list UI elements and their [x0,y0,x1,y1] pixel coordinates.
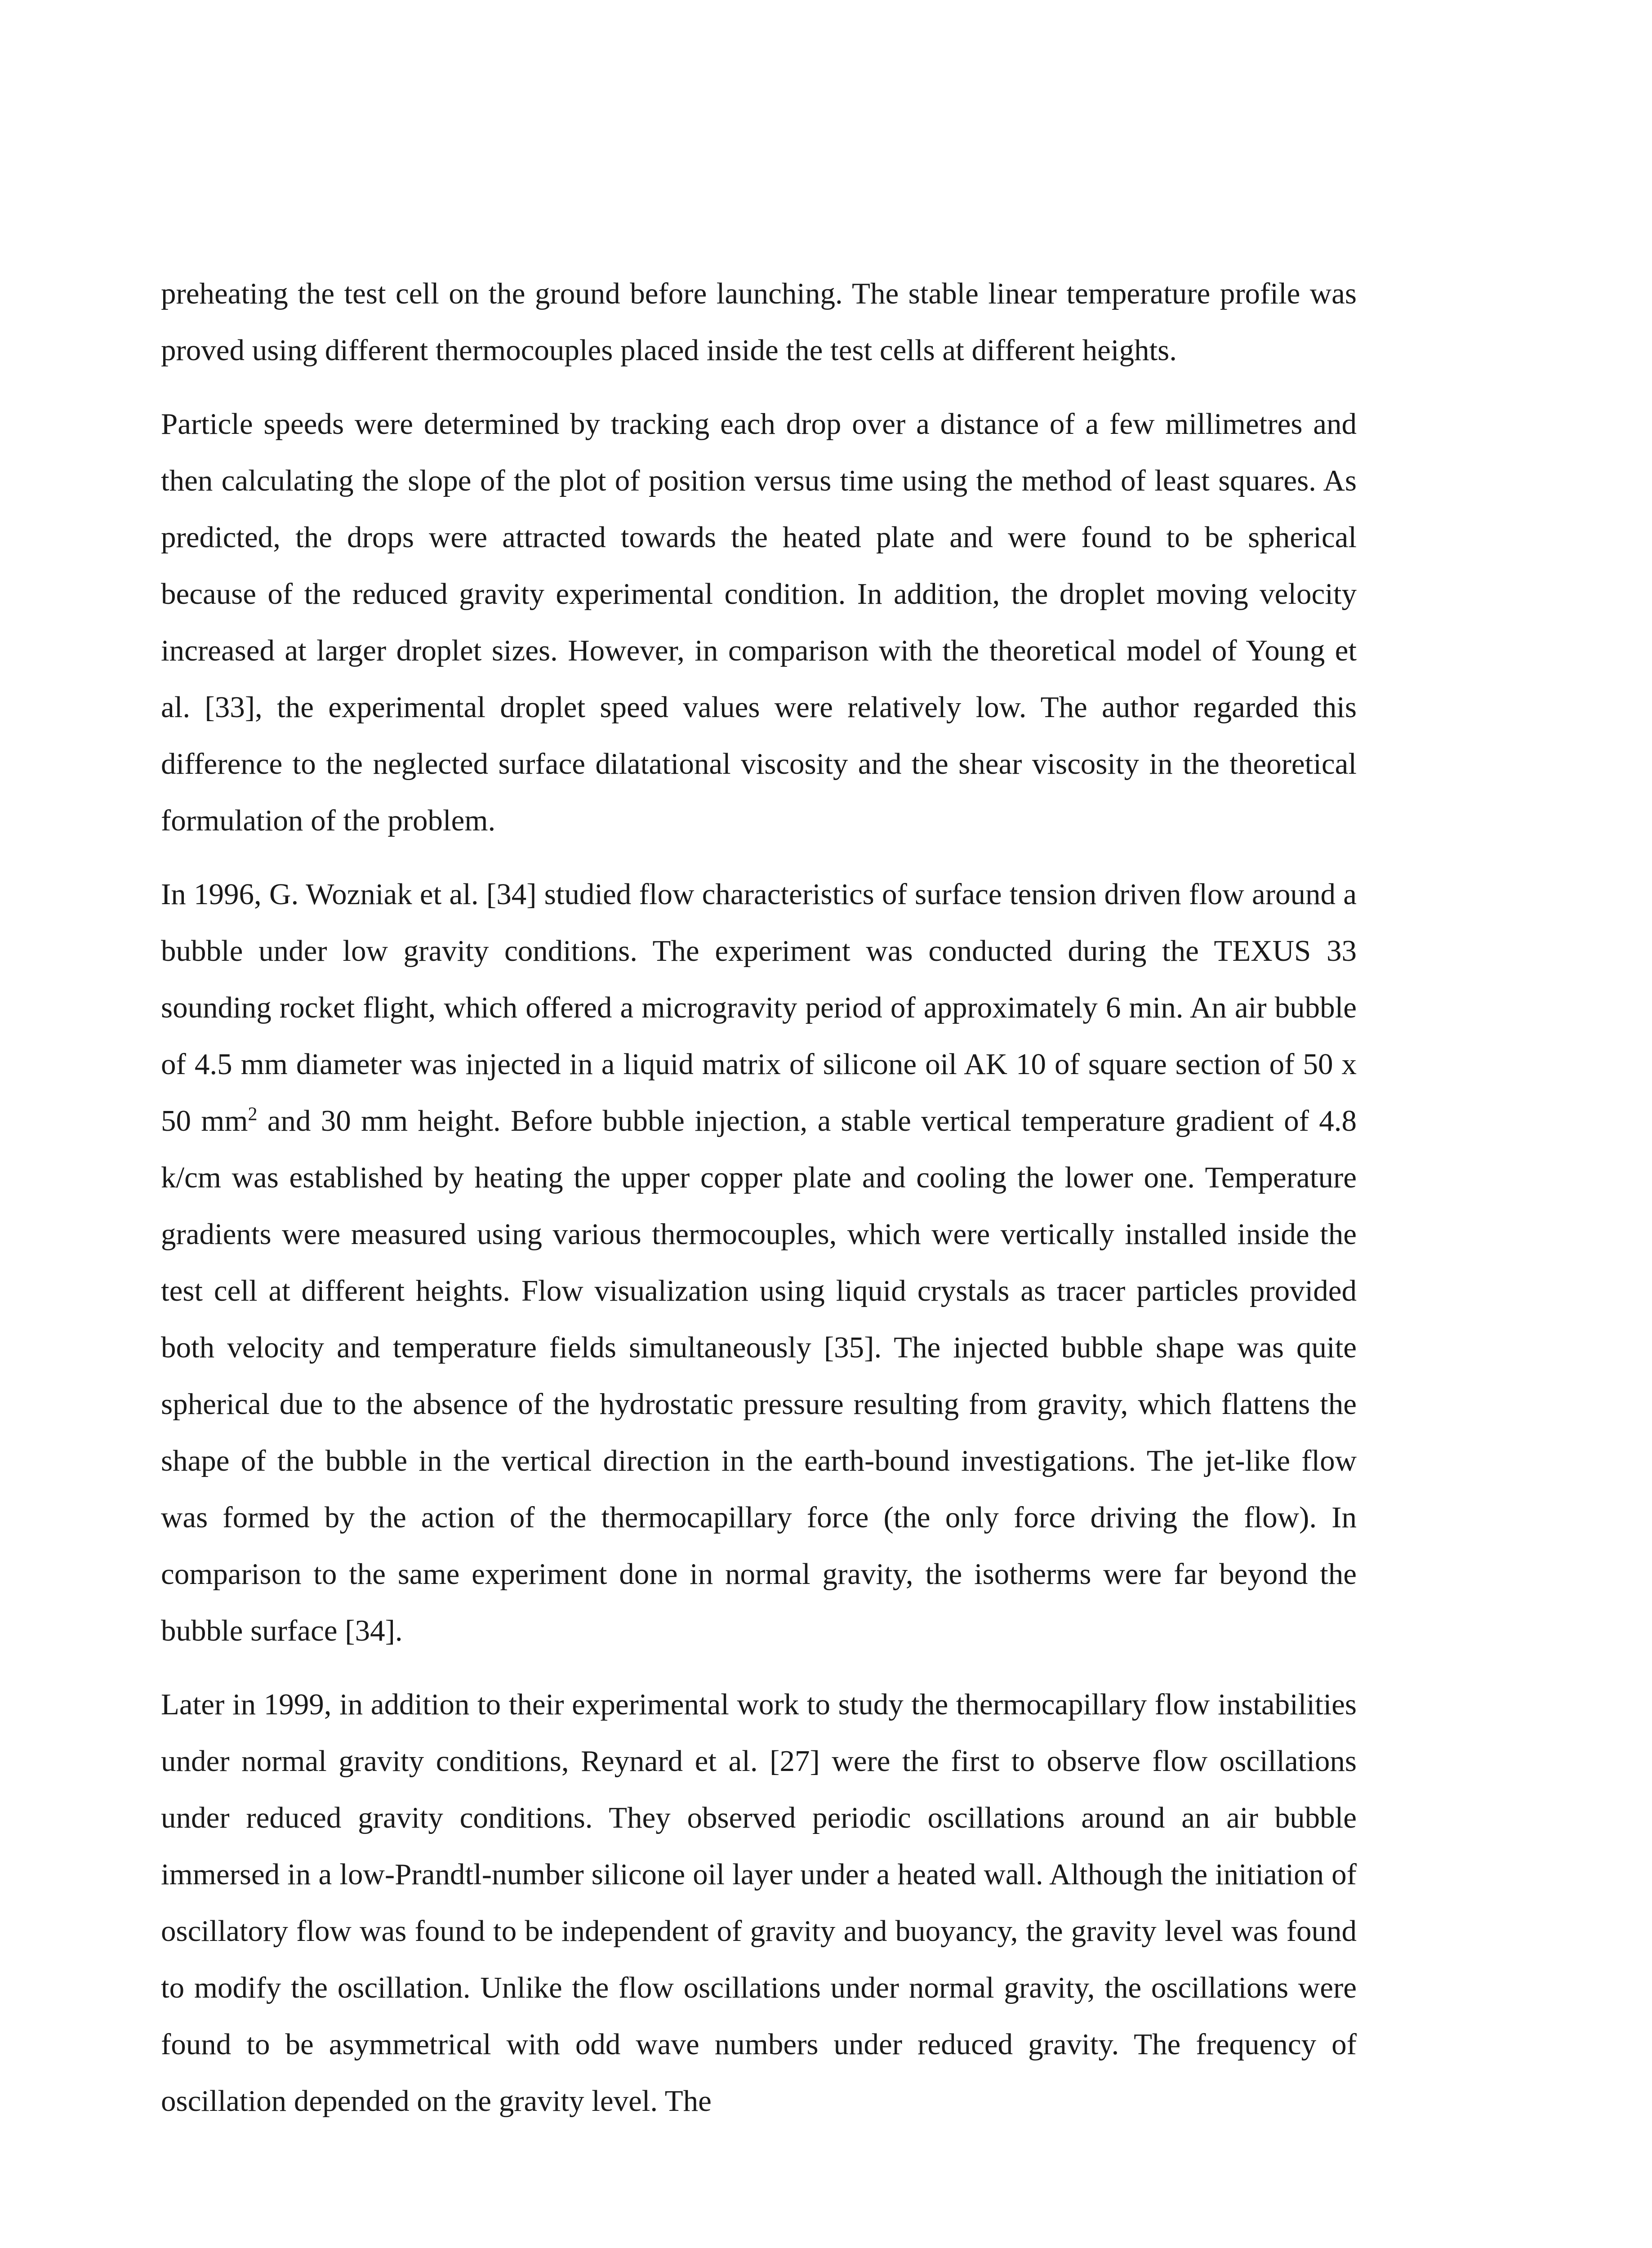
superscript-exponent: 2 [248,1104,258,1125]
paragraph-3 [161,866,1357,1659]
paragraph-1: preheating the test cell on the ground before launching. The stable linear temperature profile was proved using different thermocouples placed inside the test cells at different heights. [161,277,1357,367]
paragraph-3-text-end: and 30 mm height. Before bubble injection, a stable vertical temperature gradient of 4.8 k/cm was established by heating the upper copper plate and cooling the lower one. Temperature gradients were measured using various thermocouples, which were vertically installed inside the test cell at different heights. Flow visualization using liquid crystals as tracer particles provided both velocity and temperature fields simultaneously [35]. The injected bubble shape was quite spherical due to the absence of the hydrostatic pressure resulting from gravity, which flattens the shape of the bubble in the vertical direction in the earth-bound investigations. The jet-like flow was formed by the action of the thermocapillary force (the only force driving the flow). In comparison to the same experiment done in normal gravity, the isotherms were far beyond the bubble surface [34]. [161,1104,1357,1647]
body-text [161,265,1357,2146]
paragraph-3-text-start: In 1996, G. Wozniak et al. [34] studied flow characteristics of surface tension driven flow around a bubble under low gravity conditions. The experiment was conducted during the TEXUS 33 sounding rocket flight, which offered a microgravity period of approximately 6 min. An air bubble of 4.5 mm diameter was injected in a liquid matrix of silicone oil AK 10 of square section of 50 x 50 mm [161,878,1357,1137]
paragraph-4: Later in 1999, in addition to their experimental work to study the thermocapillary flow instabilities under normal gravity conditions, Reynard et al. [27] were the first to observe flow oscillations under reduced gravity conditions. They observed periodic oscillations around an air bubble immersed in a low-Prandtl-number silicone oil layer under a heated wall. Although the initiation of oscillatory flow was found to be independent of gravity and buoyancy, the gravity level was found to modify the oscillation. Unlike the flow oscillations under normal gravity, the oscillations were found to be asymmetrical with odd wave numbers under reduced gravity. The frequency of oscillation depended on the gravity level. The [161,1688,1357,2118]
paragraph-2: Particle speeds were determined by tracking each drop over a distance of a few millimetres and then calculating the slope of the plot of position versus time using the method of least squares. As predicted, the drops were attracted towards the heated plate and were found to be spherical because of the reduced gravity experimental condition. In addition, the droplet moving velocity increased at larger droplet sizes. However, in comparison with the theoretical model of Young et al. [33], the experimental droplet speed values were relatively low. The author regarded this difference to the neglected surface dilatational viscosity and the shear viscosity in the theoretical formulation of the problem. [161,407,1357,837]
